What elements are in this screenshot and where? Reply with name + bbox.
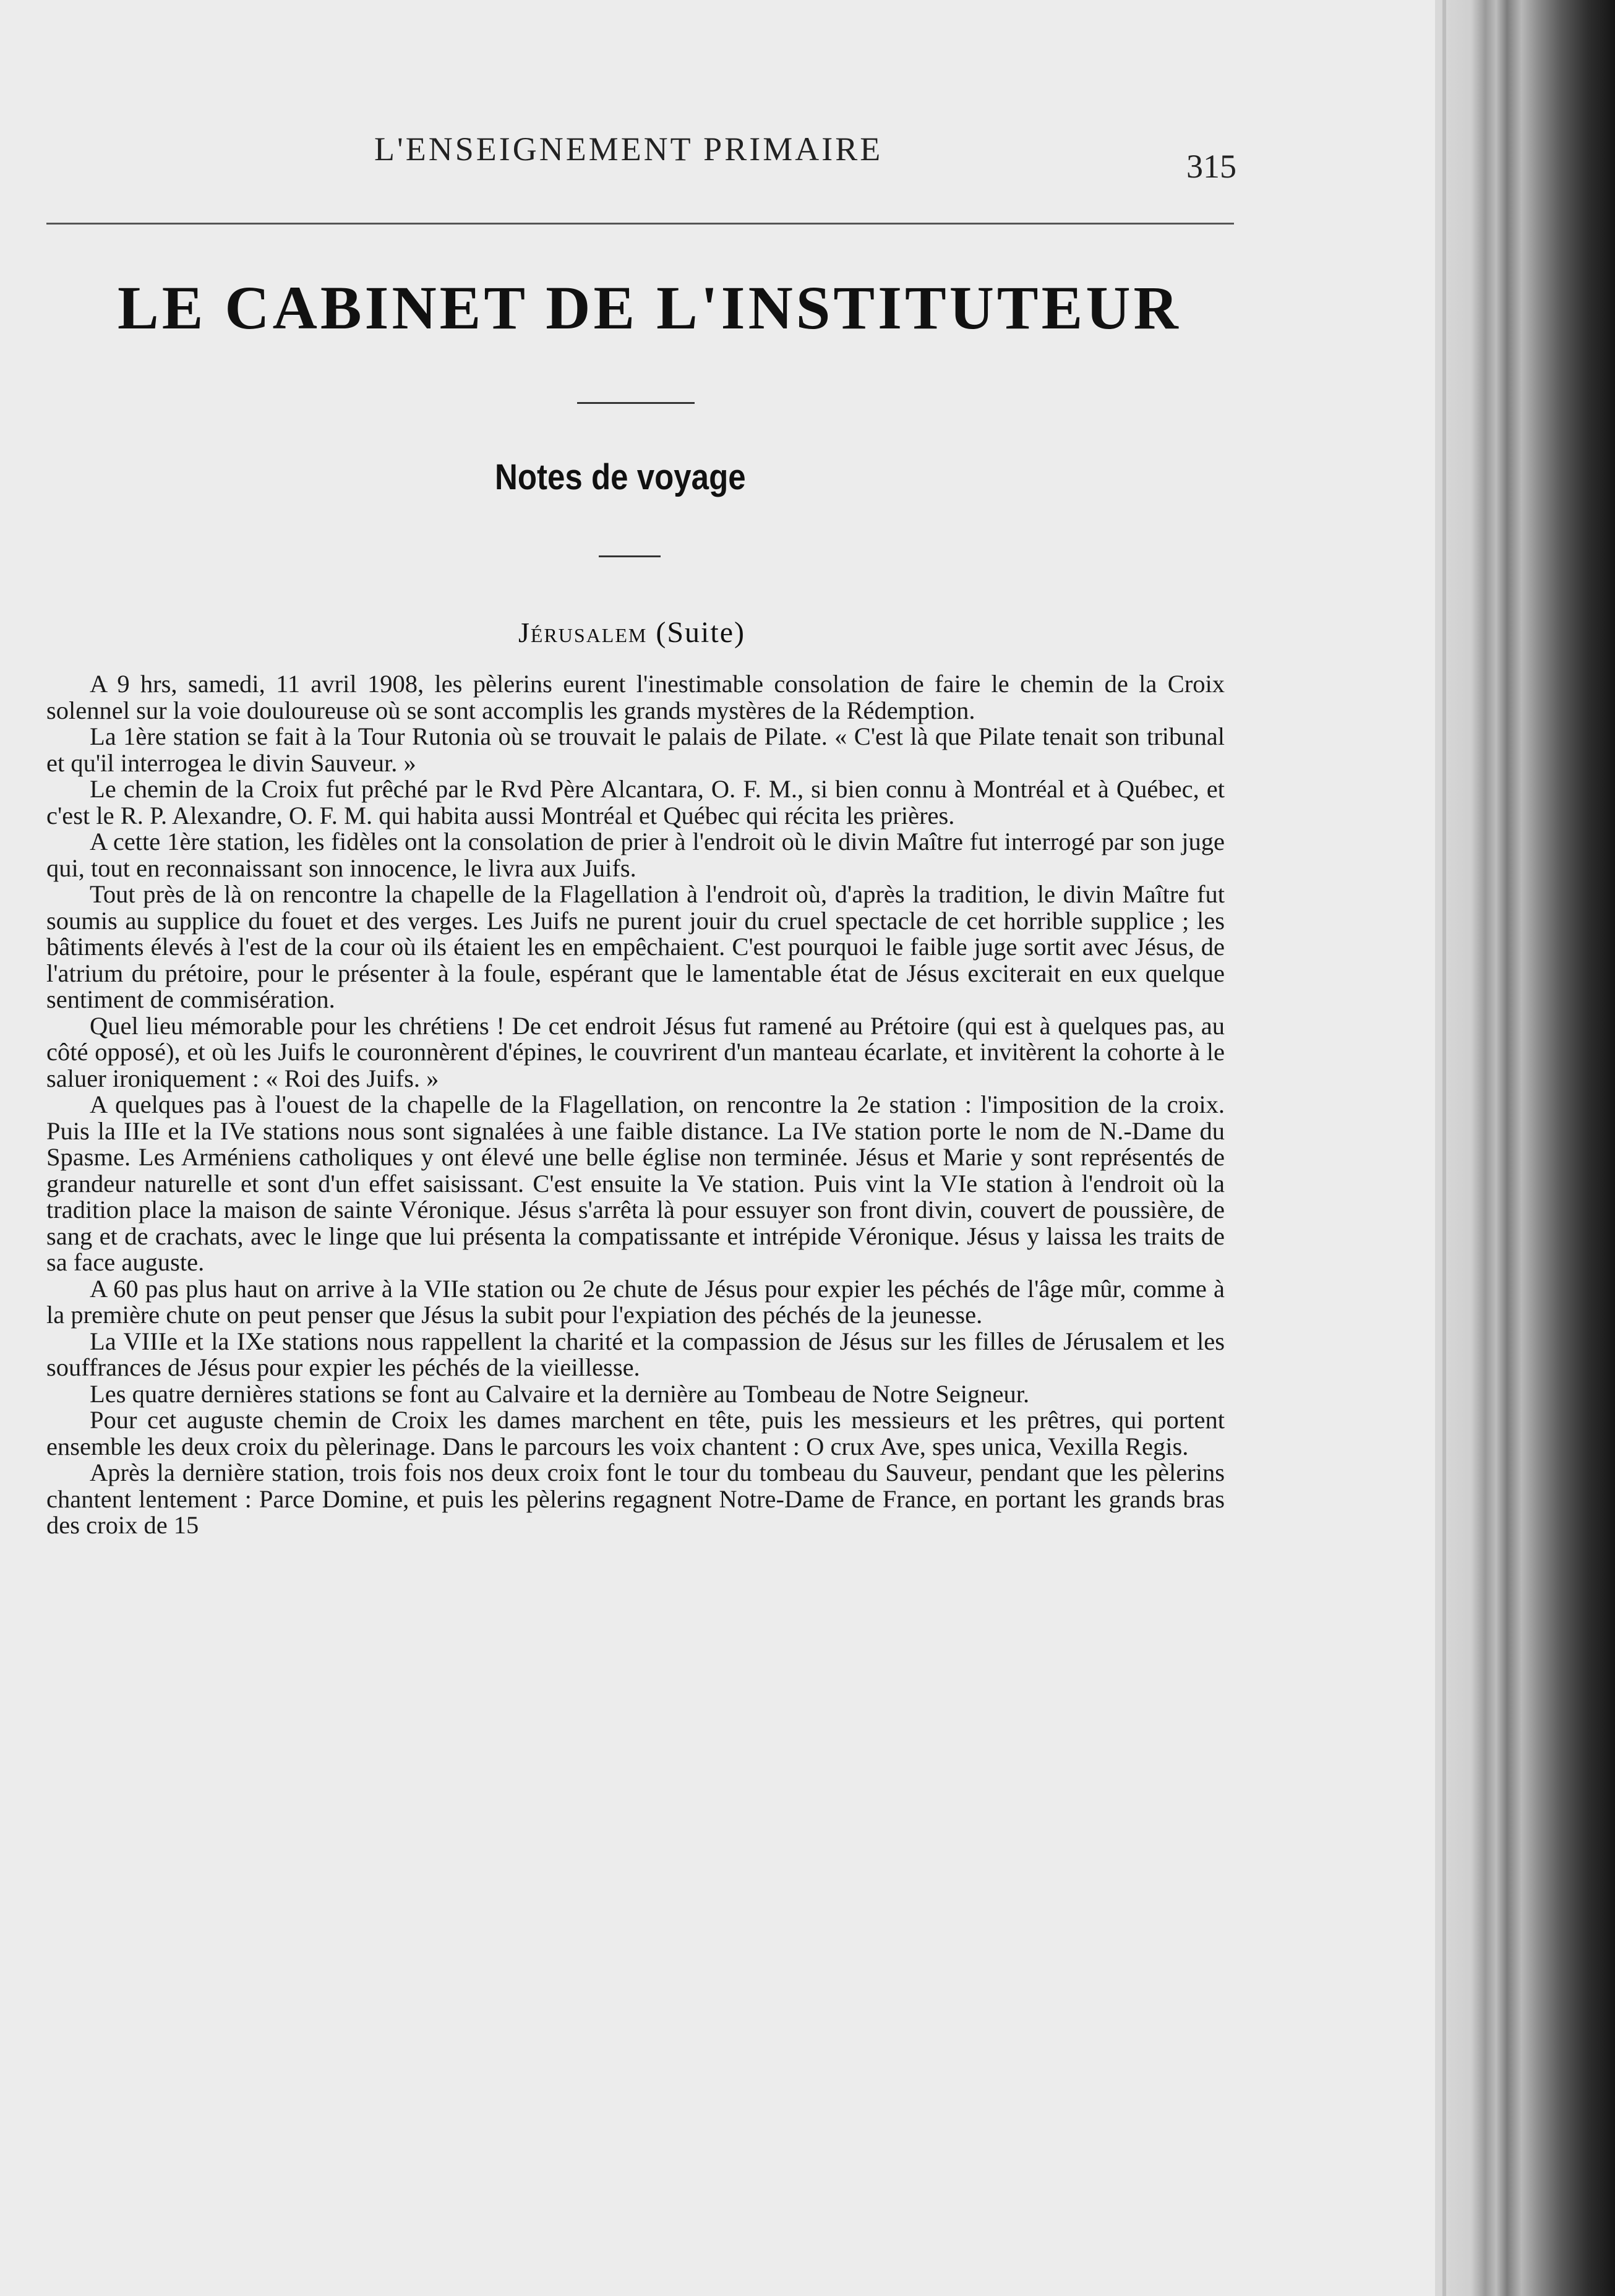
book-spine-shadow — [1435, 0, 1615, 2296]
paragraph: La VIIIe et la IXe stations nous rappellent la charité et la compassion de Jésus sur les filles de Jérusalem et les souffrances de Jésus pour expier les péchés de la vieillesse. — [46, 1327, 1225, 1381]
article-title: LE CABINET DE L'INSTITUTEUR — [118, 273, 1181, 342]
paragraph: A 9 hrs, samedi, 11 avril 1908, les pèlerins eurent l'inestimable consolation de faire le chemin de la Croix solennel sur la voie douloureuse où se sont accomplis les grands mystères de la Rédemption. — [46, 670, 1225, 724]
article-subtitle: Notes de voyage — [495, 457, 746, 497]
paragraph: Le chemin de la Croix fut prêché par le Rvd Père Alcantara, O. F. M., si bien connu à Montréal et à Québec, et c'est le R. P. Alexandre, O. F. M. qui habita aussi Montréal et Québec qui récita les prières. — [46, 775, 1225, 829]
paragraph: La 1ère station se fait à la Tour Rutonia où se trouvait le palais de Pilate. « C'est là que Pilate tenait son tribunal et qu'il interrogea le divin Sauveur. » — [46, 722, 1225, 777]
paragraph: Pour cet auguste chemin de Croix les dames marchent en tête, puis les messieurs et les prêtres, qui portent ensemble les deux croix du pèlerinage. Dans le parcours les voix chantent : O crux Ave, spes unica, Vexilla Regis. — [46, 1406, 1225, 1460]
paragraph: Après la dernière station, trois fois nos deux croix font le tour du tombeau du Sauveur, pendant que les pèlerins chantent lentement : Parce Domine, et puis les pèlerins regagnent Notre-Dame de France, en portant les grands bras des croix de 15 — [46, 1459, 1225, 1539]
section-place: Jérusalem — [518, 617, 648, 648]
section-suite: (Suite) — [656, 616, 745, 649]
paragraph: A quelques pas à l'ouest de la chapelle de la Flagellation, on rencontre la 2e station : l'imposition de la croix. Puis la IIIe et la IVe stations nous sont signalées à une faible distance. La IVe station porte le nom de N.-Dame du Spasme. Les Arméniens catholiques y ont élevé une belle église non terminée. Jésus et Marie y sont représentés de grandeur naturelle et sont d'un effet saisissant. C'est ensuite la Ve station. Puis vint la VIe station à l'endroit où la tradition place la maison de sainte Véronique. Jésus s'arrêta là pour essuyer son front divin, couvert de poussière, de sang et de crachats, avec le linge que lui présenta la compatissante et intrépide Véronique. Jésus y laissa les traits de sa face auguste. — [46, 1090, 1225, 1276]
paragraph: Quel lieu mémorable pour les chrétiens ! De cet endroit Jésus fut ramené au Prétoire (qui est à quelques pas, au côté opposé), et où les Juifs le couronnèrent d'épines, le couvrirent d'un manteau écarlate, et invitèrent la cohorte à le saluer ironiquement : « Roi des Juifs. » — [46, 1011, 1225, 1092]
page-number: 315 — [1186, 148, 1236, 185]
subtitle-divider — [599, 555, 661, 557]
paragraph: A cette 1ère station, les fidèles ont la consolation de prier à l'endroit où le divin Maître fut interrogé par son juge qui, tout en reconnaissant son innocence, le livra aux Juifs. — [46, 828, 1225, 882]
paragraph: Les quatre dernières stations se font au Calvaire et la dernière au Tombeau de Notre Seigneur. — [90, 1379, 1030, 1408]
article-body — [46, 671, 1225, 1539]
running-header: L'ENSEIGNEMENT PRIMAIRE — [374, 131, 883, 168]
paragraph: A 60 pas plus haut on arrive à la VIIe station ou 2e chute de Jésus pour expier les péchés de l'âge mûr, comme à la première chute on peut penser que Jésus la subit pour l'expiation des péchés de la jeunesse. — [46, 1274, 1225, 1329]
page-edge — [1442, 0, 1446, 2296]
header-rule — [46, 223, 1234, 225]
paragraph: Tout près de là on rencontre la chapelle de la Flagellation à l'endroit où, d'après la tradition, le divin Maître fut soumis au supplice du fouet et des verges. Les Juifs ne purent jouir du cruel spectacle de cet horrible supplice ; les bâtiments élevés à l'est de la cour où ils étaient les en empêchaient. C'est pourquoi le faible juge sortit avec Jésus, de l'atrium du prétoire, pour le présenter à la foule, espérant que le lamentable état de Jésus exciterait en eux quelque sentiment de commisération. — [46, 880, 1225, 1013]
section-heading — [518, 615, 745, 649]
title-divider — [577, 402, 695, 404]
